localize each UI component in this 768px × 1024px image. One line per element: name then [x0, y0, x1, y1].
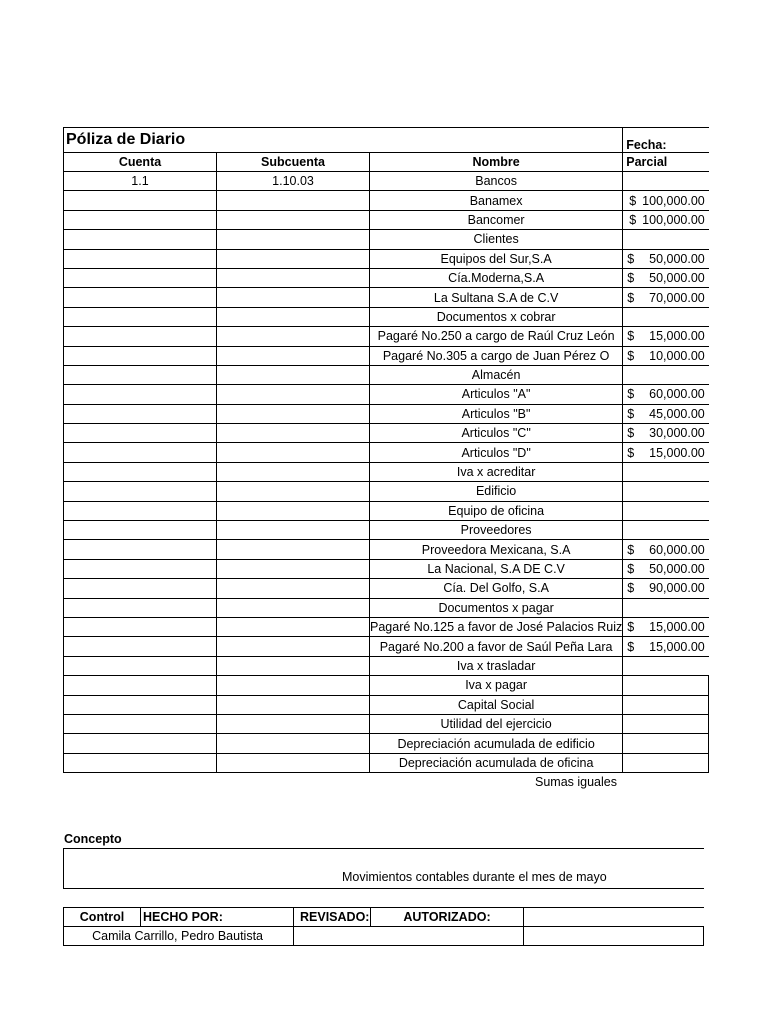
cell-subcuenta	[217, 404, 370, 423]
cell-nombre: Articulos "B"	[370, 404, 623, 423]
cell-parcial	[623, 346, 709, 365]
table-row	[64, 249, 709, 268]
table-row	[64, 462, 709, 481]
amount-value: 10,000.00	[649, 348, 705, 363]
cell-cuenta	[64, 210, 217, 229]
cell-subcuenta	[217, 501, 370, 520]
amount-value: 15,000.00	[649, 445, 705, 460]
cell-subcuenta	[217, 424, 370, 443]
cell-subcuenta	[217, 579, 370, 598]
sumas-iguales-label: Sumas iguales	[535, 775, 617, 789]
amount-value: 100,000.00	[642, 193, 705, 208]
cell-cuenta	[64, 268, 217, 287]
table-row	[64, 191, 709, 210]
table-row	[64, 695, 709, 714]
table-row	[64, 443, 709, 462]
cell-subcuenta	[217, 307, 370, 326]
concepto-label: Concepto	[64, 832, 122, 846]
cell-nombre: Articulos "A"	[370, 385, 623, 404]
currency-symbol: $	[627, 290, 635, 305]
cell-parcial	[623, 424, 709, 443]
cell-subcuenta	[217, 714, 370, 733]
autorizado-label: AUTORIZADO:	[371, 908, 524, 927]
cell-subcuenta	[217, 327, 370, 346]
cell-nombre: Depreciación acumulada de oficina	[370, 753, 623, 772]
cell-subcuenta	[217, 230, 370, 249]
cell-nombre: Banamex	[370, 191, 623, 210]
table-row	[64, 676, 709, 695]
cell-subcuenta	[217, 598, 370, 617]
cell-cuenta	[64, 462, 217, 481]
cell-parcial	[623, 734, 709, 753]
cell-cuenta	[64, 540, 217, 559]
cell-parcial	[623, 676, 709, 695]
cell-parcial	[623, 307, 709, 326]
header-subcuenta: Subcuenta	[217, 153, 370, 172]
currency-symbol: $	[629, 193, 637, 208]
cell-subcuenta	[217, 656, 370, 675]
cell-nombre: Cía.Moderna,S.A	[370, 268, 623, 287]
cell-nombre: Iva x trasladar	[370, 656, 623, 675]
amount-value: 90,000.00	[649, 581, 705, 596]
currency-symbol: $	[627, 387, 635, 402]
cell-nombre: Edificio	[370, 482, 623, 501]
cell-cuenta	[64, 734, 217, 753]
cell-parcial	[623, 482, 709, 501]
cell-subcuenta: 1.10.03	[217, 172, 370, 191]
cell-cuenta: 1.1	[64, 172, 217, 191]
cell-subcuenta	[217, 462, 370, 481]
table-row	[64, 714, 709, 733]
cell-parcial	[623, 230, 709, 249]
cell-cuenta	[64, 288, 217, 307]
cell-cuenta	[64, 501, 217, 520]
currency-symbol: $	[627, 639, 635, 654]
cell-nombre: Clientes	[370, 230, 623, 249]
cell-nombre: Bancos	[370, 172, 623, 191]
cell-cuenta	[64, 676, 217, 695]
currency-symbol: $	[627, 426, 635, 441]
table-row	[64, 230, 709, 249]
cell-cuenta	[64, 404, 217, 423]
cell-cuenta	[64, 753, 217, 772]
cell-subcuenta	[217, 617, 370, 636]
cell-cuenta	[64, 482, 217, 501]
currency-symbol: $	[627, 329, 635, 344]
cell-cuenta	[64, 617, 217, 636]
amount-value: 45,000.00	[649, 406, 705, 421]
table-row	[64, 424, 709, 443]
fecha-label: Fecha:	[623, 128, 709, 153]
table-row	[64, 540, 709, 559]
autorizado-blank-cell	[524, 927, 704, 946]
cell-cuenta	[64, 191, 217, 210]
cell-parcial	[623, 404, 709, 423]
cell-nombre: Iva x pagar	[370, 676, 623, 695]
table-row	[64, 598, 709, 617]
table-row	[64, 617, 709, 636]
concepto-text: Movimientos contables durante el mes de mayo	[342, 870, 607, 884]
cell-nombre: Equipos del Sur,S.A	[370, 249, 623, 268]
cell-parcial	[623, 191, 709, 210]
cell-cuenta	[64, 559, 217, 578]
amount-value: 50,000.00	[649, 271, 705, 286]
header-parcial: Parcial	[623, 153, 709, 172]
cell-parcial	[623, 268, 709, 287]
cell-nombre: Proveedora Mexicana, S.A	[370, 540, 623, 559]
cell-cuenta	[64, 656, 217, 675]
table-row	[64, 210, 709, 229]
cell-nombre: Pagaré No.200 a favor de Saúl Peña Lara	[370, 637, 623, 656]
cell-cuenta	[64, 424, 217, 443]
cell-subcuenta	[217, 191, 370, 210]
cell-nombre: Documentos x pagar	[370, 598, 623, 617]
cell-cuenta	[64, 695, 217, 714]
currency-symbol: $	[627, 406, 635, 421]
cell-cuenta	[64, 714, 217, 733]
cell-subcuenta	[217, 637, 370, 656]
journal-table	[63, 127, 709, 773]
cell-nombre: Pagaré No.305 a cargo de Juan Pérez O	[370, 346, 623, 365]
cell-parcial	[623, 617, 709, 636]
table-row	[64, 172, 709, 191]
currency-symbol: $	[627, 445, 635, 460]
cell-subcuenta	[217, 521, 370, 540]
cell-cuenta	[64, 249, 217, 268]
currency-symbol: $	[627, 348, 635, 363]
cell-nombre: Equipo de oficina	[370, 501, 623, 520]
cell-subcuenta	[217, 734, 370, 753]
cell-subcuenta	[217, 559, 370, 578]
cell-parcial	[623, 327, 709, 346]
cell-cuenta	[64, 579, 217, 598]
cell-cuenta	[64, 521, 217, 540]
cell-nombre: Documentos x cobrar	[370, 307, 623, 326]
page-title: Póliza de Diario	[64, 128, 623, 153]
amount-value: 30,000.00	[649, 426, 705, 441]
cell-cuenta	[64, 598, 217, 617]
cell-cuenta	[64, 365, 217, 384]
revisado-label: REVISADO:	[294, 908, 371, 927]
cell-nombre: Proveedores	[370, 521, 623, 540]
control-label: Control	[64, 908, 141, 927]
amount-value: 100,000.00	[642, 212, 705, 227]
amount-value: 50,000.00	[649, 562, 705, 576]
cell-subcuenta	[217, 443, 370, 462]
cell-subcuenta	[217, 365, 370, 384]
table-row	[64, 385, 709, 404]
signature-table	[63, 907, 704, 946]
header-cuenta: Cuenta	[64, 153, 217, 172]
cell-cuenta	[64, 443, 217, 462]
cell-cuenta	[64, 385, 217, 404]
cell-subcuenta	[217, 676, 370, 695]
cell-parcial	[623, 501, 709, 520]
cell-parcial	[623, 656, 709, 675]
table-row	[64, 637, 709, 656]
cell-nombre: La Sultana S.A de C.V	[370, 288, 623, 307]
cell-subcuenta	[217, 346, 370, 365]
amount-value: 60,000.00	[649, 542, 705, 557]
cell-nombre: Almacén	[370, 365, 623, 384]
currency-symbol: $	[627, 251, 635, 266]
autorizado-signature-cell	[524, 908, 704, 927]
cell-subcuenta	[217, 482, 370, 501]
hecho-por-names: Camila Carrillo, Pedro Bautista	[64, 927, 294, 946]
table-row	[64, 753, 709, 772]
cell-parcial	[623, 540, 709, 559]
cell-parcial	[623, 753, 709, 772]
cell-parcial	[623, 579, 709, 598]
cell-nombre: Pagaré No.250 a cargo de Raúl Cruz León	[370, 327, 623, 346]
amount-value: 15,000.00	[649, 329, 705, 344]
cell-subcuenta	[217, 210, 370, 229]
amount-value: 60,000.00	[649, 387, 705, 402]
table-row	[64, 579, 709, 598]
table-row	[64, 656, 709, 675]
amount-value: 50,000.00	[649, 251, 705, 266]
cell-nombre: Capital Social	[370, 695, 623, 714]
cell-parcial	[623, 598, 709, 617]
cell-parcial	[623, 695, 709, 714]
table-row	[64, 288, 709, 307]
cell-parcial	[623, 637, 709, 656]
cell-nombre: La Nacional, S.A DE C.V	[370, 559, 623, 578]
table-row	[64, 268, 709, 287]
cell-subcuenta	[217, 695, 370, 714]
cell-nombre: Bancomer	[370, 210, 623, 229]
cell-nombre: Utilidad del ejercicio	[370, 714, 623, 733]
table-row	[64, 521, 709, 540]
cell-parcial	[623, 714, 709, 733]
cell-subcuenta	[217, 540, 370, 559]
cell-nombre: Pagaré No.125 a favor de José Palacios Ruiz	[370, 617, 623, 636]
cell-subcuenta	[217, 268, 370, 287]
cell-subcuenta	[217, 753, 370, 772]
table-row	[64, 501, 709, 520]
currency-symbol: $	[627, 581, 635, 596]
hecho-por-label: HECHO POR:	[141, 908, 294, 927]
table-row	[64, 404, 709, 423]
cell-subcuenta	[217, 249, 370, 268]
cell-subcuenta	[217, 385, 370, 404]
table-row	[64, 327, 709, 346]
cell-cuenta	[64, 230, 217, 249]
currency-symbol: $	[629, 212, 637, 227]
cell-cuenta	[64, 637, 217, 656]
cell-parcial	[623, 249, 709, 268]
cell-parcial	[623, 210, 709, 229]
cell-parcial	[623, 559, 709, 578]
currency-symbol: $	[627, 562, 635, 576]
cell-parcial	[623, 462, 709, 481]
cell-parcial	[623, 365, 709, 384]
cell-nombre: Depreciación acumulada de edificio	[370, 734, 623, 753]
table-row	[64, 307, 709, 326]
cell-nombre: Iva x acreditar	[370, 462, 623, 481]
currency-symbol: $	[627, 620, 635, 635]
cell-parcial	[623, 443, 709, 462]
cell-nombre: Articulos "D"	[370, 443, 623, 462]
cell-parcial	[623, 385, 709, 404]
cell-cuenta	[64, 307, 217, 326]
cell-parcial	[623, 172, 709, 191]
header-nombre: Nombre	[370, 153, 623, 172]
amount-value: 15,000.00	[649, 620, 705, 635]
table-row	[64, 559, 709, 578]
revisado-signature-cell	[294, 927, 524, 946]
cell-subcuenta	[217, 288, 370, 307]
currency-symbol: $	[627, 271, 635, 286]
cell-parcial	[623, 521, 709, 540]
cell-cuenta	[64, 327, 217, 346]
amount-value: 70,000.00	[649, 290, 705, 305]
table-row	[64, 734, 709, 753]
cell-cuenta	[64, 346, 217, 365]
cell-parcial	[623, 288, 709, 307]
amount-value: 15,000.00	[649, 639, 705, 654]
currency-symbol: $	[627, 542, 635, 557]
table-row	[64, 365, 709, 384]
cell-nombre: Articulos "C"	[370, 424, 623, 443]
table-row	[64, 482, 709, 501]
cell-nombre: Cía. Del Golfo, S.A	[370, 579, 623, 598]
table-row	[64, 346, 709, 365]
